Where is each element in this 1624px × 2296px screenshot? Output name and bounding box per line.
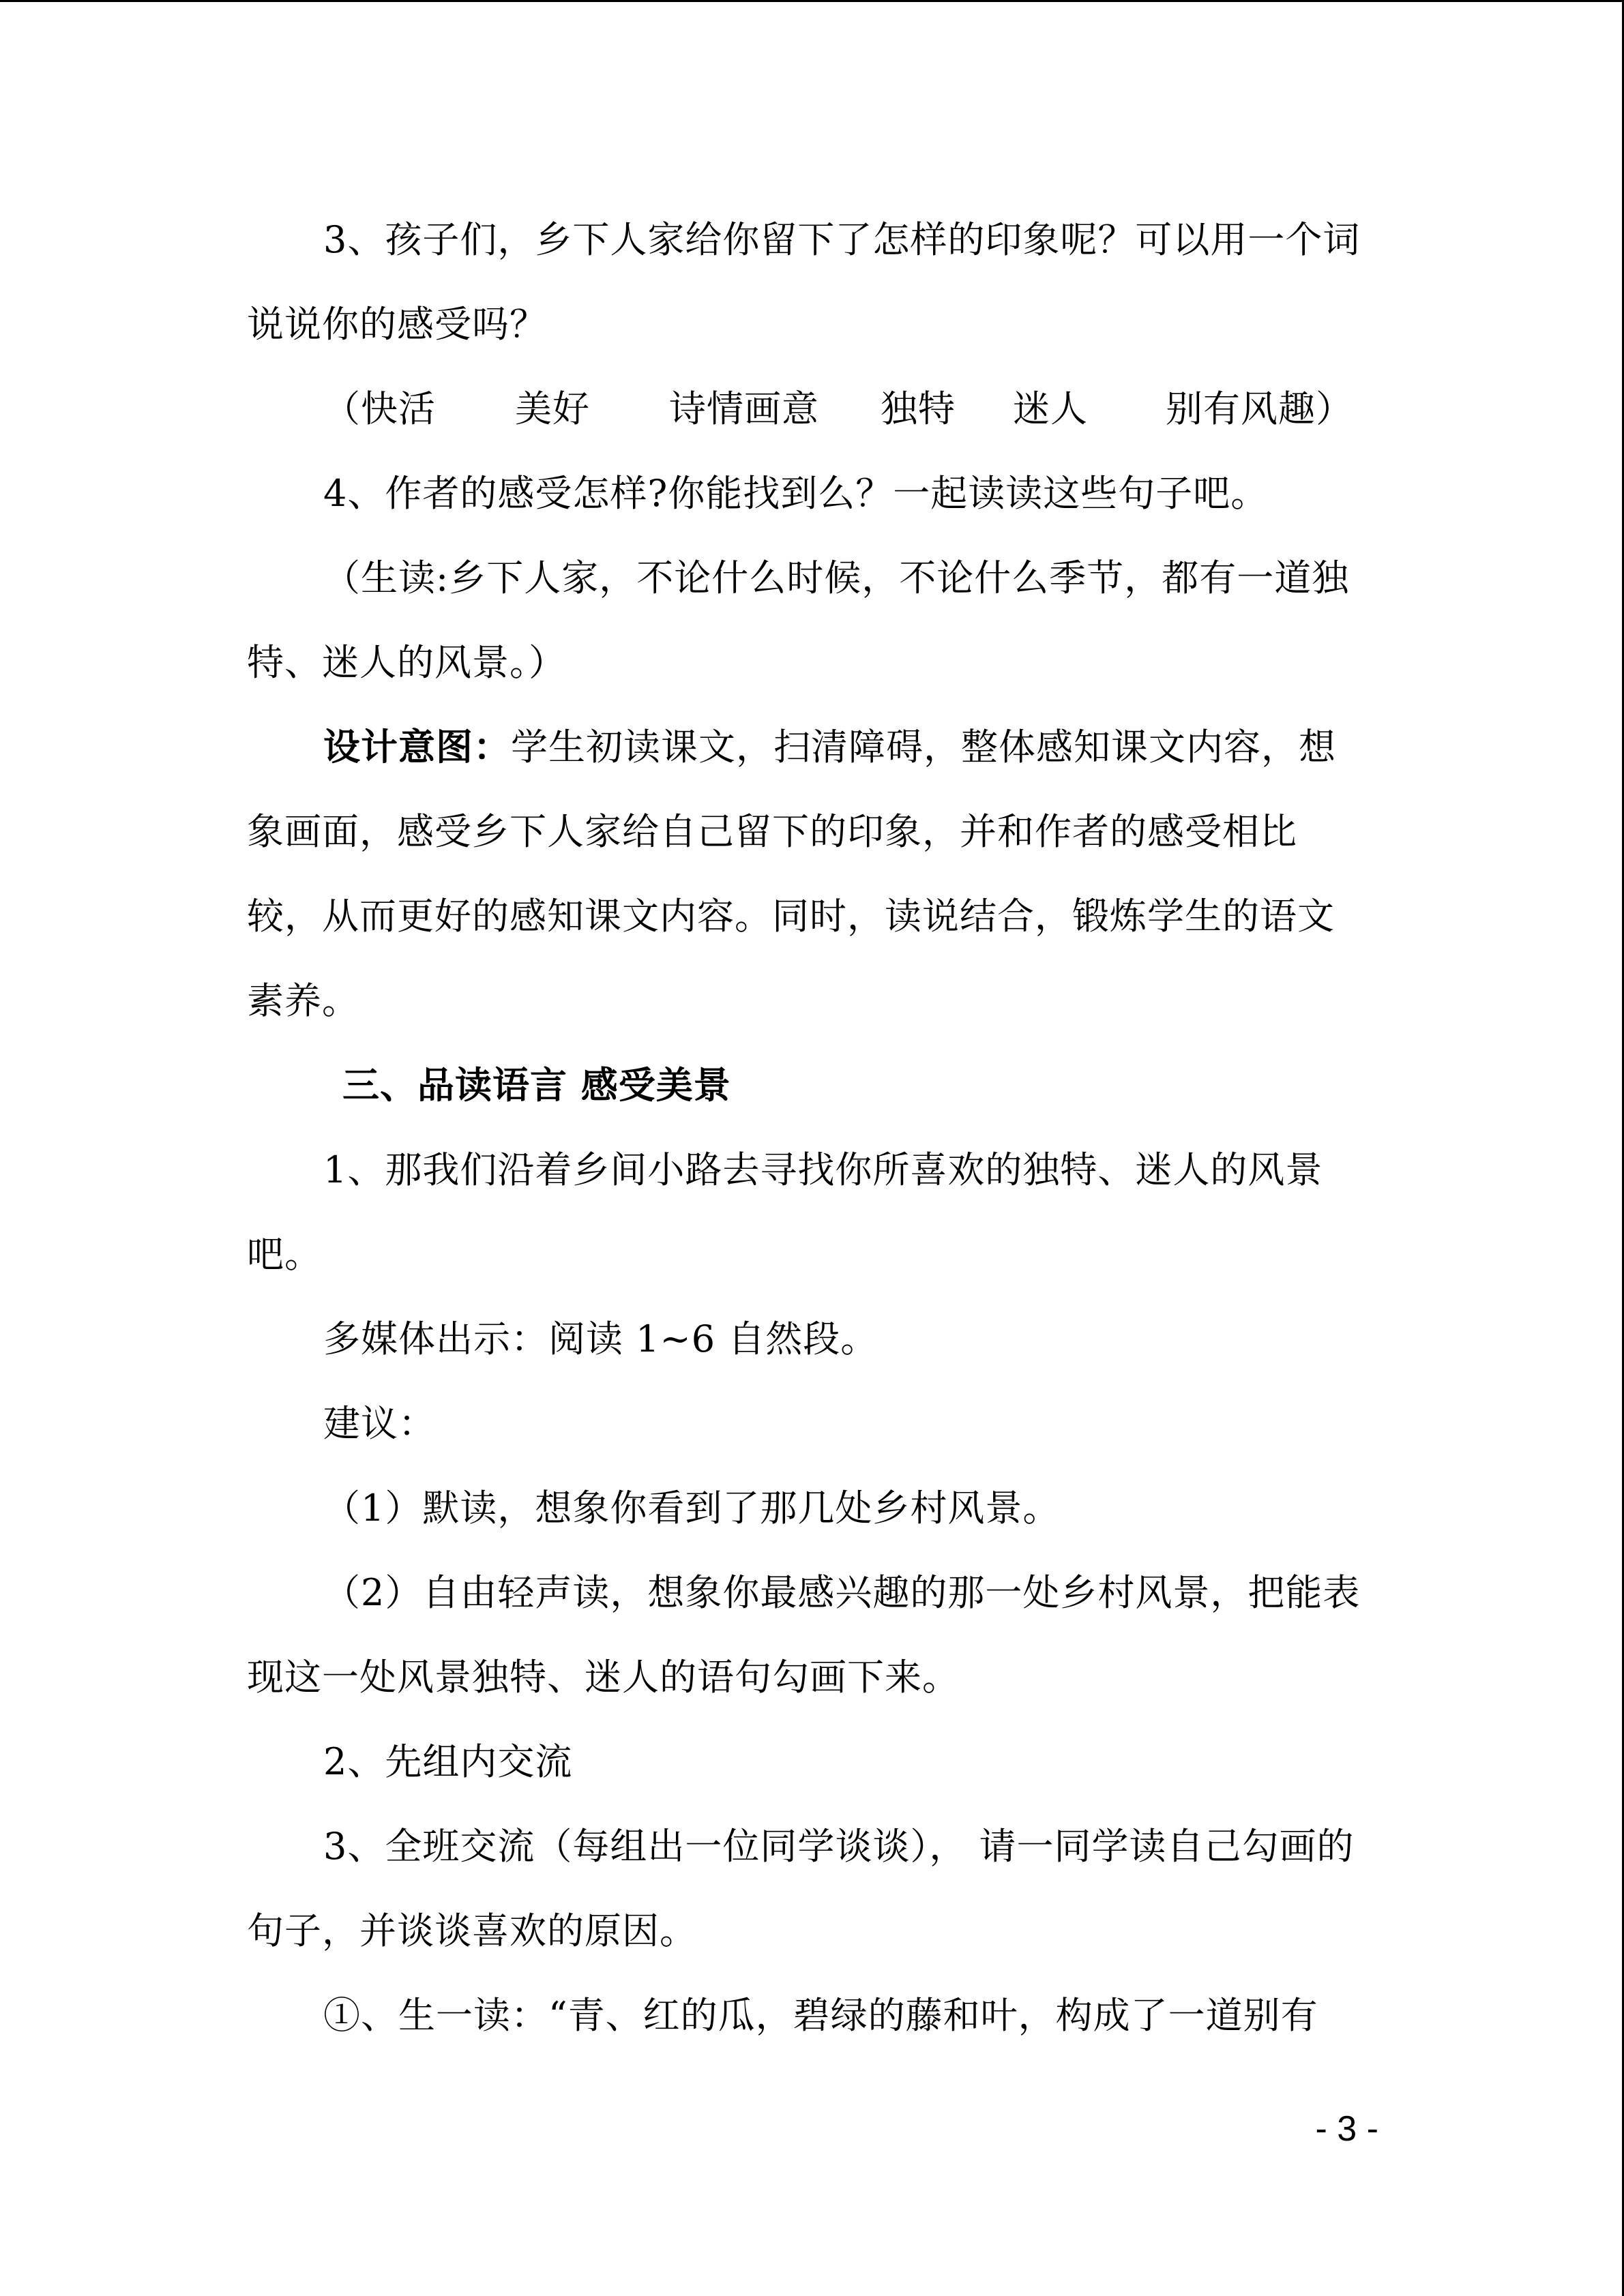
section-3-item-3-line-1: 3、全班交流（每组出一位同学谈谈）， 请一同学读自己勾画的 [323, 1825, 1355, 1868]
design-intent-label: 设计意图： [323, 726, 511, 769]
design-intent-line-4: 素养。 [247, 979, 359, 1022]
multimedia-instruction: 多媒体出示：阅读 1~6 自然段。 [323, 1317, 879, 1360]
suggestion-2-line-1: （2）自由轻声读，想象你最感兴趣的那一处乡村风景，把能表 [323, 1571, 1361, 1614]
student-reading-1: ①、生一读：“青、红的瓜，碧绿的藤和叶，构成了一道别有 [323, 1994, 1318, 2037]
suggestion-2-line-2: 现这一处风景独特、迷人的语句勾画下来。 [247, 1656, 960, 1699]
option-word: 美好 [515, 387, 590, 430]
design-intent-line-2: 象画面，感受乡下人家给自己留下的印象，并和作者的感受相比 [247, 810, 1297, 853]
option-word: 独特 [881, 387, 956, 430]
options-close-paren: ） [1316, 387, 1353, 430]
suggestion-label: 建议： [323, 1402, 436, 1445]
design-intent-line-3: 较，从而更好的感知课文内容。同时，读说结合，锻炼学生的语文 [247, 895, 1335, 938]
page-number: - 3 - [1315, 2109, 1378, 2149]
section-3-item-2: 2、先组内交流 [323, 1740, 573, 1783]
section-3-item-1-line-1: 1、那我们沿着乡间小路去寻找你所喜欢的独特、迷人的风景 [323, 1148, 1323, 1191]
option-word: 快活 [361, 387, 436, 430]
section-3-item-1-line-2: 吧。 [247, 1233, 322, 1276]
option-word: 迷人 [1013, 387, 1088, 430]
student-reading-line-2: 特、迷人的风景。） [247, 641, 566, 684]
option-word: 诗情画意 [669, 387, 819, 430]
question-3-line-2: 说说你的感受吗？ [247, 303, 547, 346]
question-3-line-1: 3、孩子们，乡下人家给你留下了怎样的印象呢？可以用一个词 [323, 218, 1361, 261]
suggestion-1: （1）默读，想象你看到了那几处乡村风景。 [323, 1487, 1061, 1530]
question-4: 4、作者的感受怎样?你能找到么？一起读读这些句子吧。 [323, 472, 1269, 515]
option-word: 别有风趣 [1166, 387, 1316, 430]
section-3-item-3-line-2: 句子，并谈谈喜欢的原因。 [247, 1909, 697, 1952]
page-top-border [0, 0, 1624, 2]
student-reading-line-1: （生读:乡下人家，不论什么时候，不论什么季节，都有一道独 [323, 556, 1350, 599]
design-intent-line-1 [323, 721, 1336, 773]
section-3-heading: 三、品读语言 感受美景 [342, 1064, 731, 1107]
options-open-paren: （ [323, 387, 361, 430]
feeling-options [323, 383, 1353, 435]
design-intent-text: 学生初读课文，扫清障碍，整体感知课文内容，想 [511, 726, 1336, 769]
